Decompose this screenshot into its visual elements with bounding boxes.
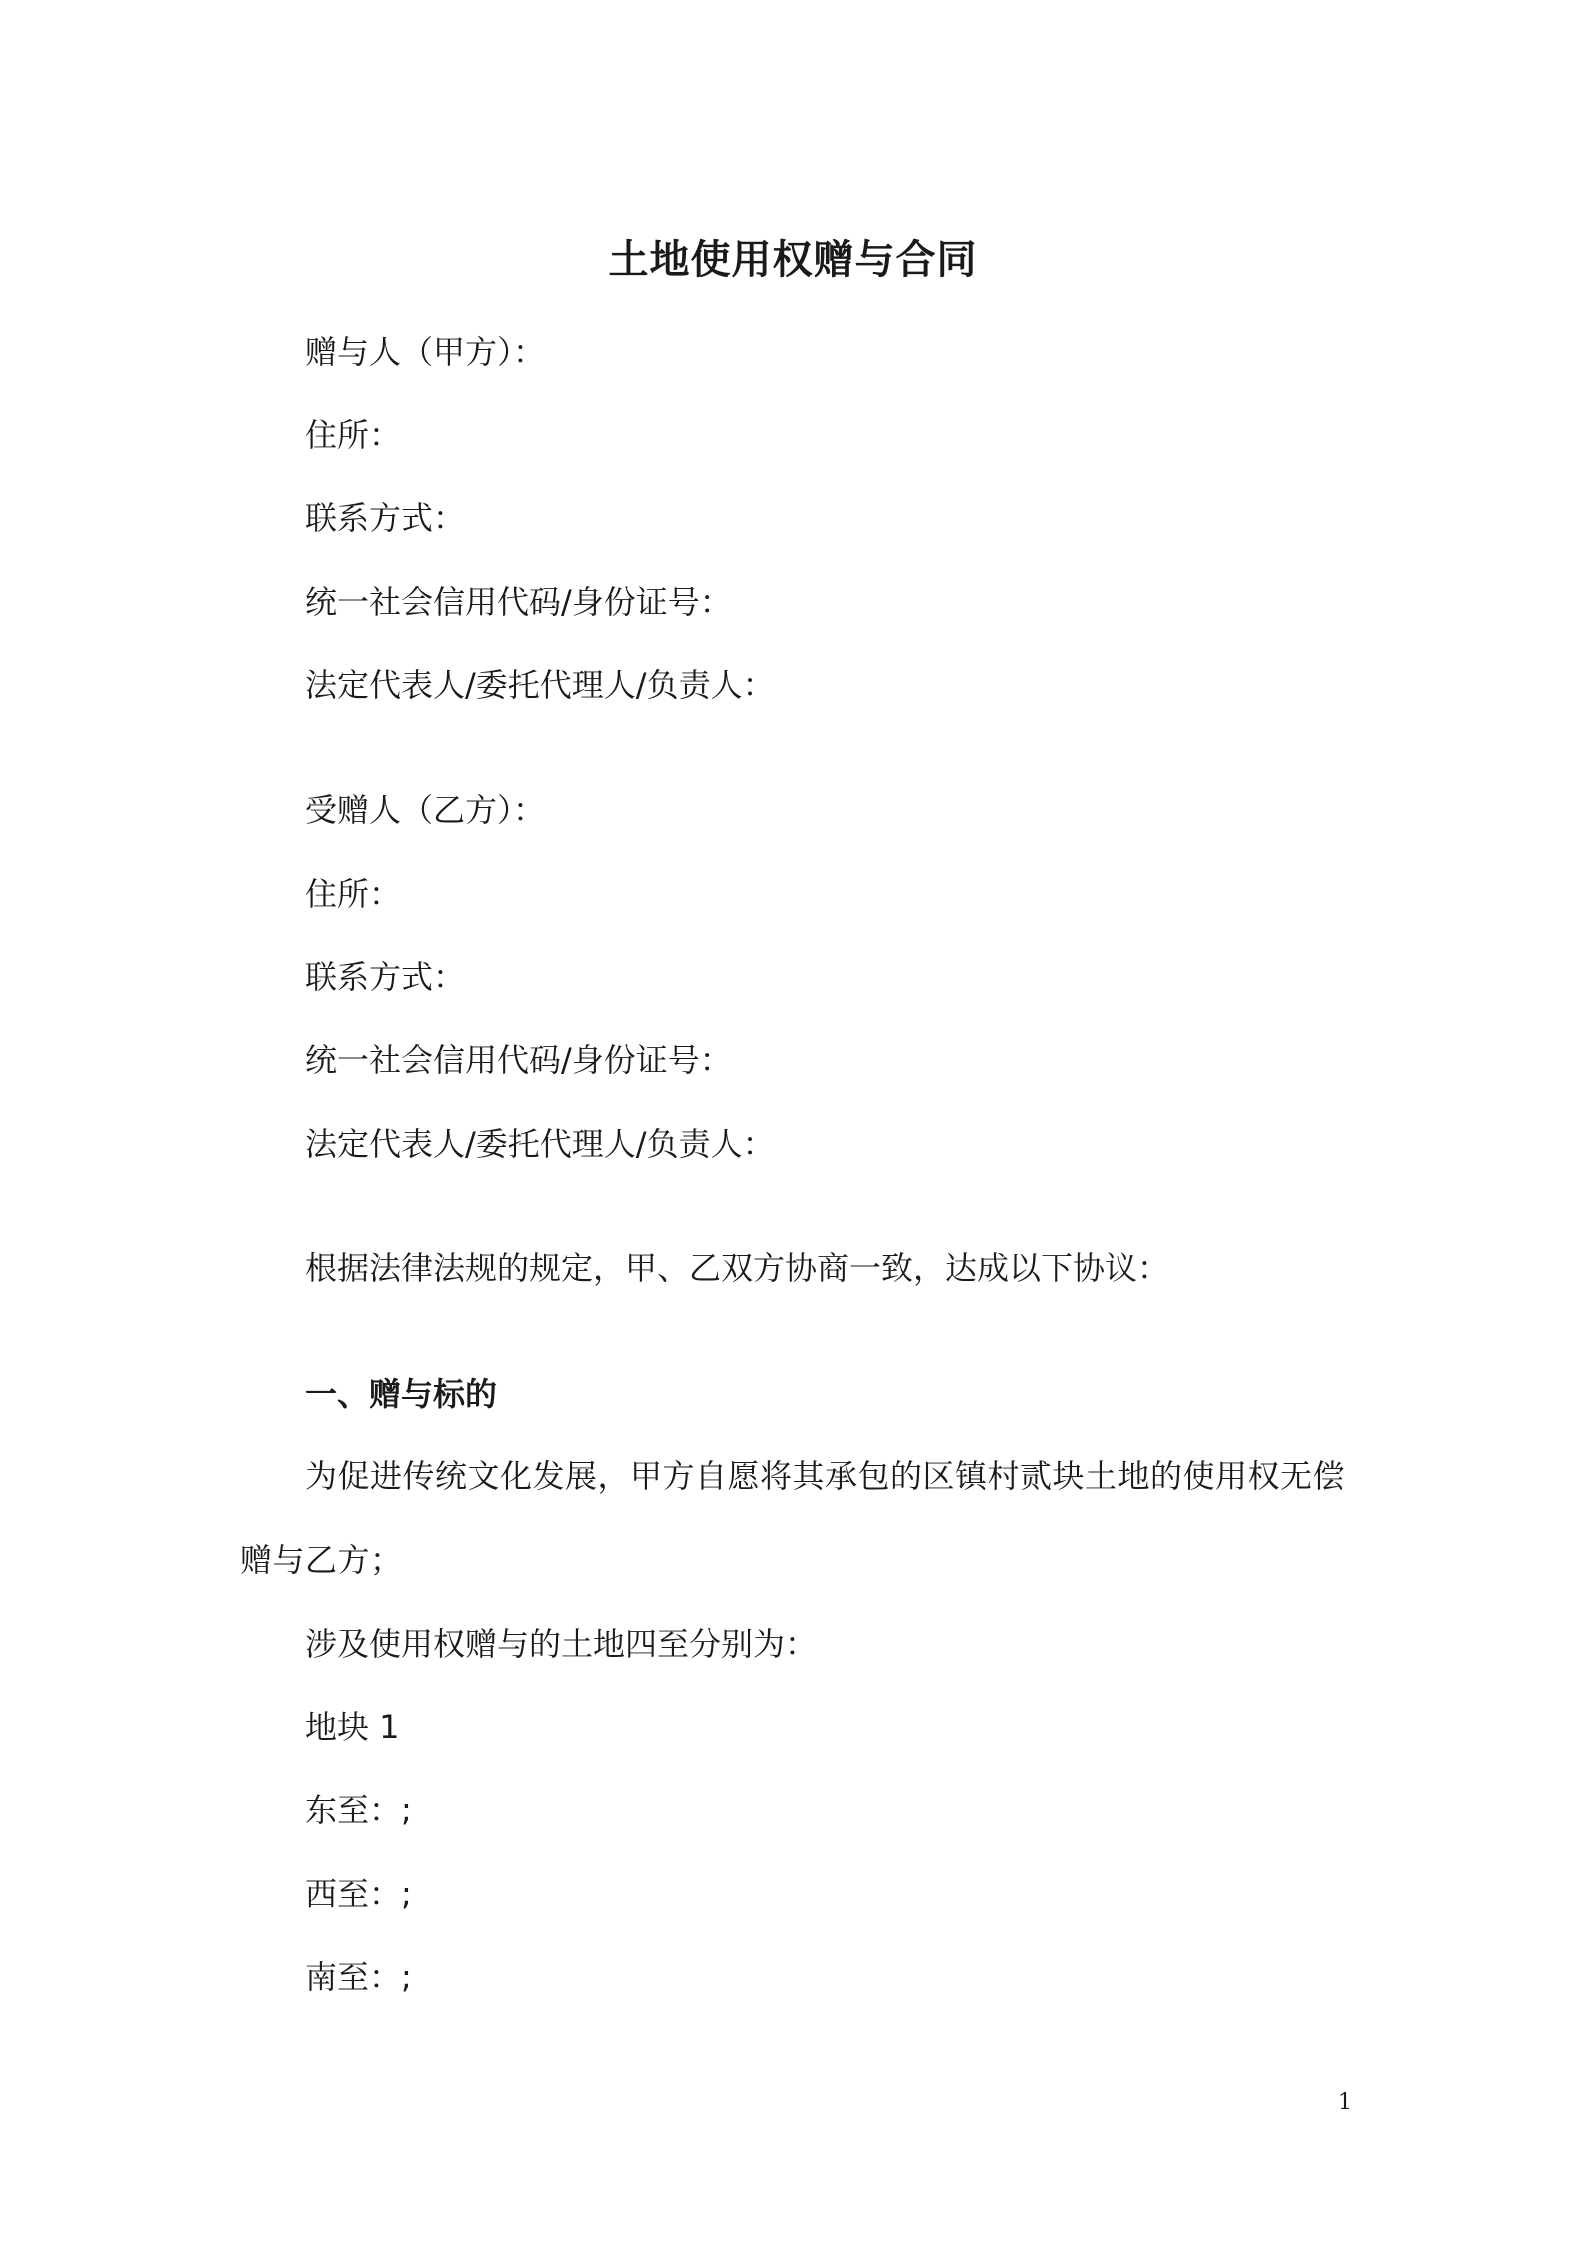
plot-label: 地块 1	[305, 1708, 400, 1746]
south-boundary: 南至：;	[305, 1958, 412, 1996]
donee-heading: 受赠人（乙方）：	[305, 791, 546, 829]
page-number: 1	[1338, 2090, 1352, 2115]
donor-address-label: 住所：	[305, 416, 402, 454]
east-boundary: 东至：;	[305, 1791, 412, 1829]
donor-heading: 赠与人（甲方）：	[305, 333, 546, 371]
donee-address-label: 住所：	[305, 875, 402, 913]
donee-representative-label: 法定代表人/委托代理人/负责人：	[305, 1125, 775, 1163]
preamble-text: 根据法律法规的规定，甲、乙双方协商一致，达成以下协议：	[305, 1249, 1170, 1287]
donor-contact-label: 联系方式：	[305, 499, 466, 537]
document-title: 土地使用权赠与合同	[608, 237, 978, 283]
donor-id-label: 统一社会信用代码/身份证号：	[305, 583, 732, 621]
boundary-intro: 涉及使用权赠与的土地四至分别为：	[305, 1625, 818, 1663]
west-boundary: 西至：;	[305, 1875, 412, 1913]
donor-representative-label: 法定代表人/委托代理人/负责人：	[305, 666, 775, 704]
section-1-paragraph: 为促进传统文化发展，甲方自愿将其承包的区镇村贰块土地的使用权无偿赠与乙方；	[240, 1457, 1346, 1579]
section-1-heading: 一、赠与标的	[305, 1375, 498, 1413]
donee-contact-label: 联系方式：	[305, 958, 466, 996]
donee-id-label: 统一社会信用代码/身份证号：	[305, 1041, 732, 1079]
